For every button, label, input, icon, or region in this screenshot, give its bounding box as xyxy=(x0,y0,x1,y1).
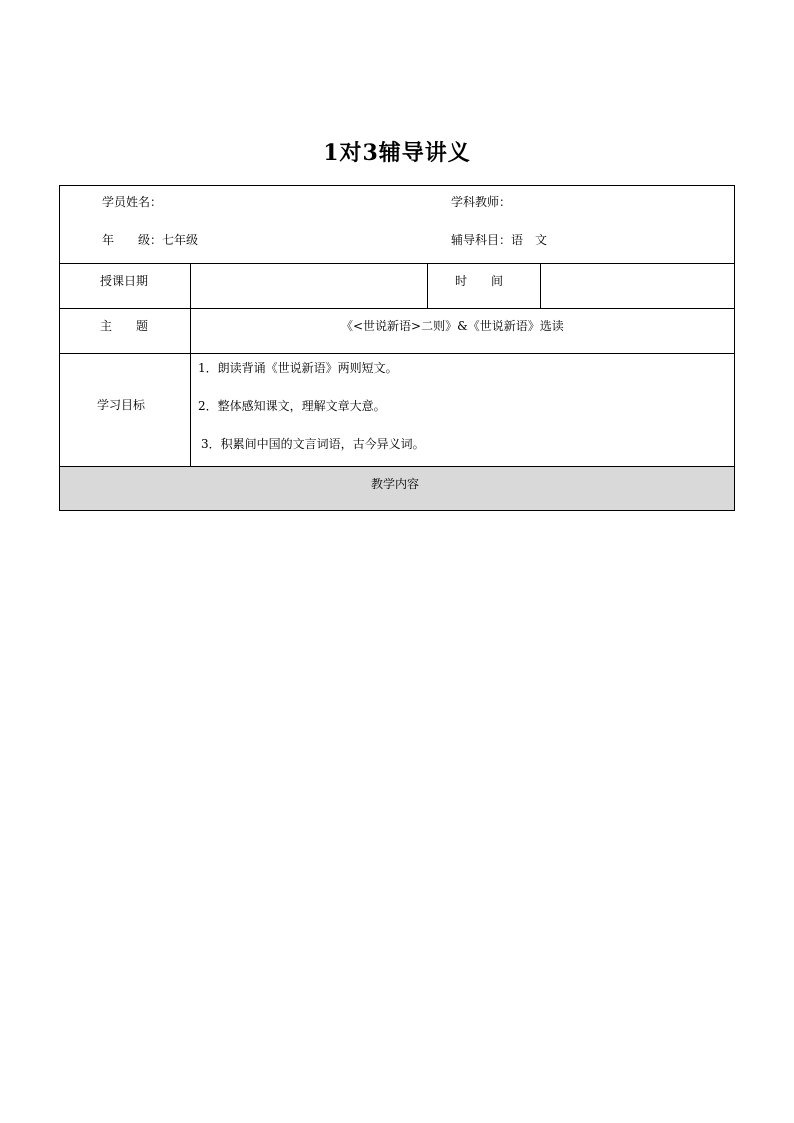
row-divider xyxy=(60,263,734,264)
grade-value: 七年级 xyxy=(162,233,199,247)
goal-item: 3．积累间中国的文言词语，古今异义词。 xyxy=(201,437,425,451)
column-divider xyxy=(190,263,191,466)
row-divider xyxy=(60,353,734,354)
content-label: 教学内容 xyxy=(371,477,420,491)
goal-item: 1．朗读背诵《世说新语》两则短文。 xyxy=(198,361,398,375)
teacher-label: 学科教师： xyxy=(451,195,512,209)
column-divider xyxy=(540,263,541,308)
grade-field xyxy=(102,231,198,248)
subject-label: 辅导科目： xyxy=(451,233,512,247)
page-title: 1对3辅导讲义 xyxy=(323,140,471,166)
column-divider xyxy=(427,263,428,308)
student-name-label: 学员姓名： xyxy=(102,195,163,209)
topic-value: 《<世说新语>二则》&《世说新语》选读 xyxy=(341,319,564,333)
grade-label: 年 级： xyxy=(102,233,163,247)
goal-item: 2．整体感知课文，理解文章大意。 xyxy=(198,399,386,413)
subject-field xyxy=(451,231,547,248)
subject-value: 语 文 xyxy=(511,233,548,247)
topic-label: 主 题 xyxy=(100,319,149,333)
goals-label: 学习目标 xyxy=(97,398,146,412)
row-divider xyxy=(60,308,734,309)
date-label: 授课日期 xyxy=(100,274,149,288)
row-divider xyxy=(60,466,734,467)
time-label: 时 间 xyxy=(455,274,504,288)
lecture-info-table xyxy=(59,185,735,511)
